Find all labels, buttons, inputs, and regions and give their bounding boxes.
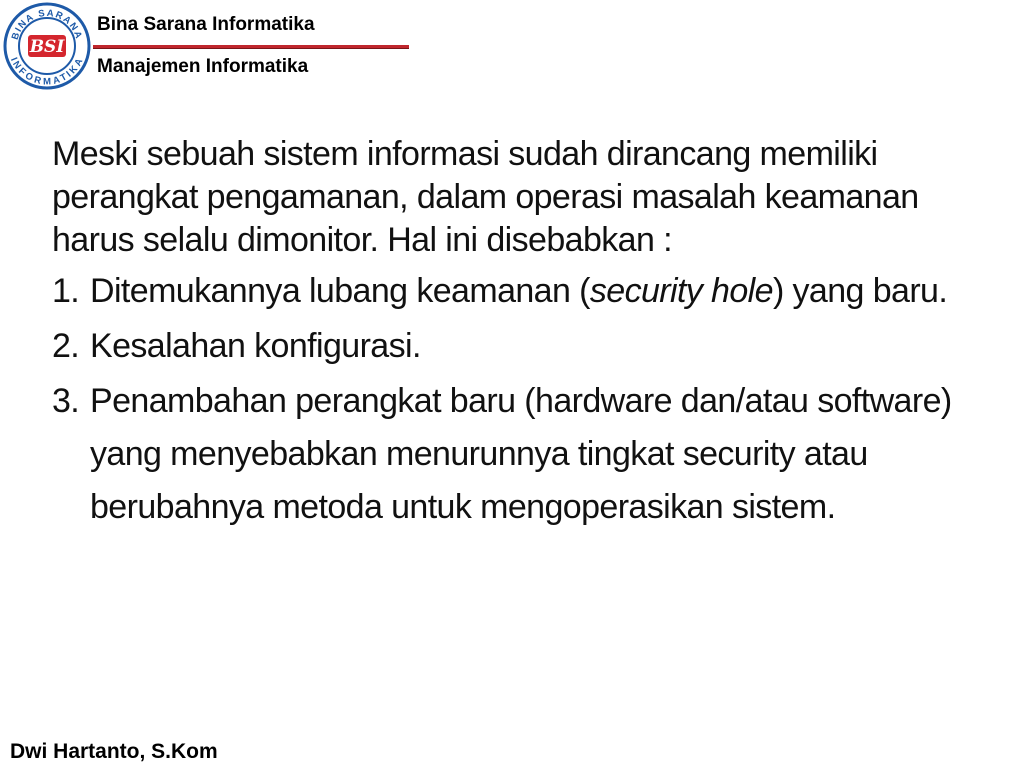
security-hole-term: security hole [589, 272, 773, 310]
list-item-text: Penambahan perangkat baru (hardware dan/atau software) yang menyebabkan menurunnya tingkat security atau berubahnya metoda untuk mengoperasikan sistem. [90, 382, 952, 526]
footer-author: Dwi Hartanto, S.Kom [10, 740, 218, 763]
list-item [52, 270, 1017, 313]
list-number: 3. [52, 382, 80, 420]
list-item-text-start: Ditemukannya lubang keamanan ( [90, 272, 590, 310]
list-item [52, 380, 1017, 534]
svg-text:BINA SARANA: BINA SARANA [9, 7, 85, 42]
list-item-text: Kesalahan konfigurasi. [90, 327, 421, 365]
list-item-text-end: ) yang baru. [772, 272, 948, 310]
bsi-logo [3, 2, 91, 90]
svg-text:BSI: BSI [29, 37, 65, 57]
list-number: 2. [52, 327, 80, 365]
svg-text:INFORMATIKA: INFORMATIKA [8, 55, 86, 88]
list-item-text [90, 270, 1017, 313]
reasons-list [52, 270, 1017, 534]
header-divider [93, 45, 409, 49]
bsi-logo-icon [3, 2, 91, 90]
list-item [52, 325, 1017, 368]
slide-content [52, 133, 1017, 546]
intro-paragraph: Meski sebuah sistem informasi sudah dirancang memiliki perangkat pengamanan, dalam operasi masalah keamanan harus selalu dimonitor. Hal ini disebabkan : [52, 135, 919, 259]
organization-title: Bina Sarana Informatika [97, 14, 315, 35]
list-number: 1. [52, 272, 80, 310]
program-subtitle: Manajemen Informatika [97, 56, 309, 77]
